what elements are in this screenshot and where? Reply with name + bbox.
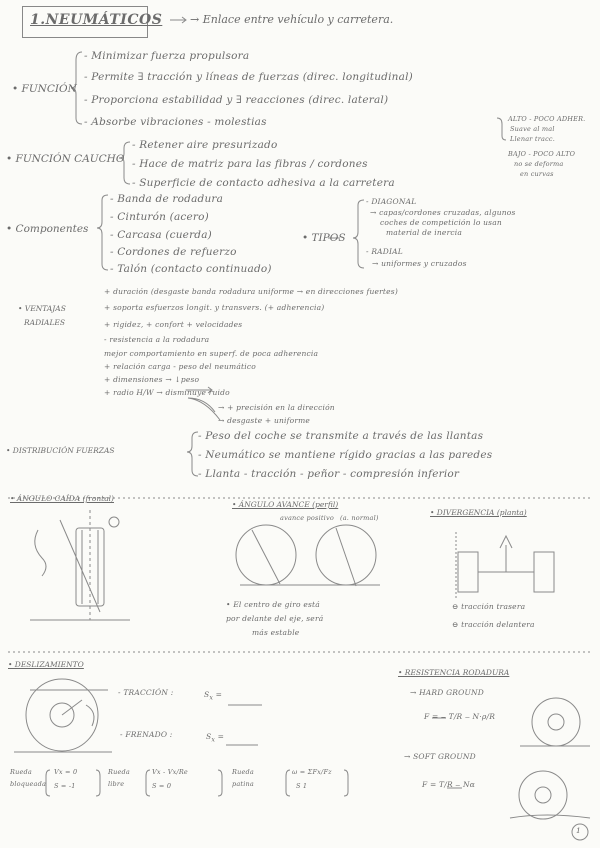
distribucion-item: - Llanta - tracción - peñor - compresión inferior <box>198 468 460 480</box>
componente-item: - Carcasa (cuerda) <box>110 229 212 241</box>
resistencia-label: • RESISTENCIA RODADURA <box>398 668 510 677</box>
ventaja-item: mejor comportamiento en superf. de poca adherencia <box>104 349 319 358</box>
traccion-formula: $S_x$ = <box>204 690 223 702</box>
side-note: Llenar tracc. <box>510 135 556 143</box>
rueda-patina-val: ω = ΣFx/Fz <box>292 768 332 776</box>
frenado-formula: $S_x$ = <box>206 732 225 744</box>
componente-item: - Cordones de refuerzo <box>110 246 237 258</box>
funcion-item: - Absorbe vibraciones - molestias <box>84 116 267 128</box>
funcion-caucho-label: • FUNCIÓN CAUCHO <box>6 153 125 165</box>
tipo-item: → uniformes y cruzados <box>372 259 467 268</box>
divergencia-note: ⊖ tracción trasera <box>452 602 526 611</box>
rueda-libre-val: Vx - Vx/Re <box>152 768 188 776</box>
avance-sub: avance positivo <box>280 514 334 522</box>
hard-ground: → HARD GROUND <box>410 688 484 697</box>
distribucion-label: • DISTRIBUCIÓN FUERZAS <box>6 446 115 455</box>
page-number: 1 <box>576 826 581 835</box>
componente-item: - Banda de rodadura <box>110 193 224 205</box>
traccion-label: - TRACCIÓN : <box>118 688 174 697</box>
frenado-label: - FRENADO : <box>120 730 173 739</box>
title-subtitle: → Enlace entre vehículo y carretera. <box>190 13 394 26</box>
rueda-libre: Rueda <box>108 768 130 776</box>
rueda-bloq: bloqueada <box>10 780 47 788</box>
tipo-item: material de inercia <box>386 228 463 237</box>
side-note: BAJO - POCO ALTO <box>508 150 576 158</box>
ventaja-item: + radio H/W → disminuye ruido <box>104 388 230 397</box>
divergencia-note: ⊖ tracción delantera <box>452 620 535 629</box>
distribucion-item: - Neumático se mantiene rígido gracias a las paredes <box>198 449 493 461</box>
funcion-item: - Minimizar fuerza propulsora <box>84 50 250 62</box>
tipo-item: → capas/cordones cruzadas, algunos <box>370 208 516 217</box>
divergencia-label: • DIVERGENCIA (planta) <box>430 508 527 517</box>
page-title: 1.NEUMÁTICOS <box>30 12 163 28</box>
rueda-patina-val: S 1 <box>296 782 308 790</box>
funcion-item: - Permite ∃ tracción y líneas de fuerzas (direc. longitudinal) <box>84 71 413 83</box>
avance-note: por delante del eje, será <box>226 614 324 623</box>
side-note: en curvas <box>520 170 554 178</box>
soft-ground: → SOFT GROUND <box>404 752 476 761</box>
rueda-bloq-val: S = -1 <box>54 782 76 790</box>
ventaja-item: + rigidez, + confort + velocidades <box>104 320 243 329</box>
rueda-patina: patina <box>232 780 254 788</box>
funcion-item: - Proporciona estabilidad y ∃ reacciones (direc. lateral) <box>84 94 389 106</box>
soft-formula: F = T/R ‒ Nα <box>422 780 475 789</box>
side-note: ALTO - POCO ADHER. <box>508 115 586 123</box>
ventaja-item: → desgaste + uniforme <box>218 416 311 425</box>
caucho-item: - Superficie de contacto adhesiva a la carretera <box>132 177 395 189</box>
avance-note: más estable <box>252 628 300 637</box>
componentes-label: • Componentes <box>6 223 89 235</box>
ventajas-label: • VENTAJAS <box>18 304 66 313</box>
ventaja-item: → + precisión en la dirección <box>218 403 335 412</box>
ventaja-item: + relación carga - peso del neumático <box>104 362 256 371</box>
ventaja-item: - resistencia a la rodadura <box>104 335 210 344</box>
ventajas-label-2: RADIALES <box>24 318 66 327</box>
funcion-label: • FUNCIÓN <box>12 83 77 95</box>
rueda-libre: libre <box>108 780 125 788</box>
componente-item: - Cinturón (acero) <box>110 211 209 223</box>
caucho-item: - Retener aire presurizado <box>132 139 278 151</box>
ventaja-item: + dimensiones → ↓peso <box>104 375 200 384</box>
avance-note: • El centro de giro está <box>226 600 320 609</box>
tipo-item: - DIAGONAL <box>366 197 417 206</box>
rueda-patina: Rueda <box>232 768 254 776</box>
side-note: no se deforma <box>514 160 564 168</box>
hard-formula: F = ‒ T/R ‒ N·ρ/R <box>424 712 496 721</box>
ventaja-item: + soporta esfuerzos longit. y transvers. (+ adherencia) <box>104 303 325 312</box>
deslizamiento-label: • DESLIZAMIENTO <box>8 660 84 669</box>
avance-sub: (a. normal) <box>340 514 379 522</box>
componente-item: - Talón (contacto continuado) <box>110 263 272 275</box>
rueda-bloq: Rueda <box>10 768 32 776</box>
side-note: Suave al mal <box>510 125 555 133</box>
distribucion-item: - Peso del coche se transmite a través de las llantas <box>198 430 484 442</box>
ventaja-item: + duración (desgaste banda rodadura uniforme → en direcciones fuertes) <box>104 287 398 296</box>
angulo-avance-label: • ÁNGULO AVANCE (perfil) <box>232 500 339 509</box>
caucho-item: - Hace de matriz para las fibras / cordones <box>132 158 368 170</box>
angulo-caida-label: • ÁNGULO CAÍDA (frontal) <box>10 494 114 503</box>
tipos-label: • TIPOS <box>302 232 346 244</box>
rueda-bloq-val: Vx = 0 <box>54 768 78 776</box>
tipo-item: coches de competición lo usan <box>380 218 502 227</box>
tipo-item: - RADIAL <box>366 247 403 256</box>
rueda-libre-val: S = 0 <box>152 782 172 790</box>
